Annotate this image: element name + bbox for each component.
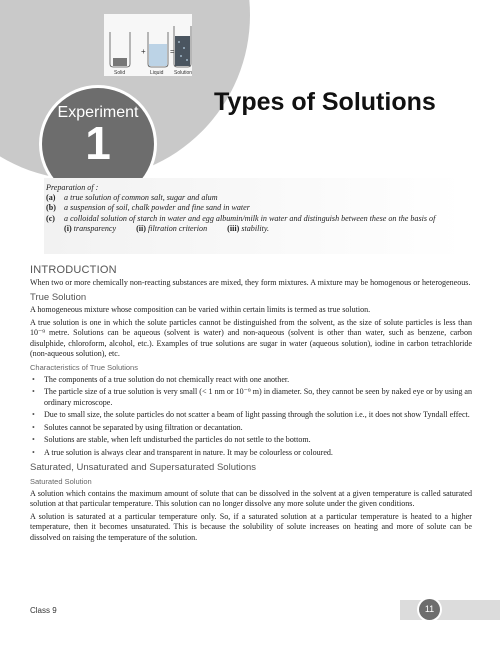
- preparation-item-a: (a) a true solution of common salt, sugar and alum: [46, 193, 218, 203]
- list-item: • The components of a true solution do not chemically react with one another.: [30, 375, 472, 385]
- characteristics-list: [30, 375, 472, 458]
- preparation-heading: Preparation of :: [46, 183, 99, 192]
- list-item: • Solutes cannot be separated by using filtration or decantation.: [30, 423, 472, 433]
- page-title: Types of Solutions: [214, 88, 436, 116]
- list-item: • The particle size of a true solution is very small (< 1 nm or 10⁻⁹ m) in diameter. So, they cannot be seen by naked eye or by using an ordinary microscope.: [30, 387, 472, 407]
- footer-class-label: Class 9: [30, 606, 57, 615]
- list-item: • Due to small size, the solute particles do not scatter a beam of light passing through the solution i.e., it does not show Tyndall effect.: [30, 410, 472, 420]
- preparation-list: [46, 183, 466, 234]
- saturated-paragraph-1: A solution which contains the maximum amount of solute that can be dissolved in the solvent at a given temperature is called saturated solution at that particular temperature. This solution can no longer dissolve any more solute under the given conditions.: [30, 489, 472, 509]
- saturated-heading: Saturated, Unsaturated and Supersaturated Solutions: [30, 462, 257, 473]
- label-solid: Solid: [114, 70, 126, 76]
- solution-illustration: [104, 14, 192, 76]
- experiment-label: Experiment: [57, 104, 139, 121]
- saturated-subheading: Saturated Solution: [30, 477, 92, 487]
- list-item: • Solutions are stable, when left undisturbed the particles do not settle to the bottom.: [30, 435, 472, 445]
- introduction-text: When two or more chemically non-reacting substances are mixed, they form mixtures. A mixture may be homogenous or heterogeneous.: [30, 278, 471, 288]
- footer-band: [400, 600, 500, 620]
- equals-symbol: =: [170, 47, 175, 56]
- true-solution-heading: True Solution: [30, 292, 87, 304]
- page-number: 11: [419, 599, 440, 620]
- main-content: [30, 265, 472, 546]
- label-solution: Solution: [174, 70, 192, 76]
- list-item: • A true solution is always clear and transparent in nature. It may be colourless or coloured.: [30, 448, 472, 458]
- saturated-paragraph-2: A solution is saturated at a particular temperature only. So, if a saturated solution at a particular temperature is heated to a higher temperature, then it becomes unsaturated. This is because the solubility of solute increases on heating and more of solute can be dissolved on raising the temperature of the solution.: [30, 512, 472, 542]
- preparation-item-c: (c) a colloidal solution of starch in water and egg albumin/milk in water and distinguish between these on the basis of: [46, 213, 436, 223]
- label-liquid: Liquid: [150, 70, 164, 76]
- plus-symbol: +: [141, 47, 146, 56]
- preparation-criteria: (i) transparency (ii) filtration criterion (iii) stability.: [64, 223, 269, 233]
- true-solution-paragraph-2: A true solution is one in which the solute particles cannot be distinguished from the solvent, as the size of solute particles is less than 10⁻⁹ metre. Solutions can be aqueous (solvent is water) and non-aqueous (solvent is other than water, such as benzene, carbon disulphide, chloroform, alcohol, etc.). Examples of true solutions are sugar in water (aqueous solution), iodine in carbon tetrachloride (non-aqueous solution), etc.: [30, 318, 472, 358]
- true-solution-paragraph-1: A homogeneous mixture whose composition can be varied within certain limits is termed as true solution.: [30, 305, 371, 315]
- experiment-number: 1: [85, 117, 111, 169]
- introduction-heading: INTRODUCTION: [30, 264, 117, 276]
- preparation-item-b: (b) a suspension of soil, chalk powder and fine sand in water: [46, 203, 250, 213]
- characteristics-heading: Characteristics of True Solutions: [30, 362, 138, 372]
